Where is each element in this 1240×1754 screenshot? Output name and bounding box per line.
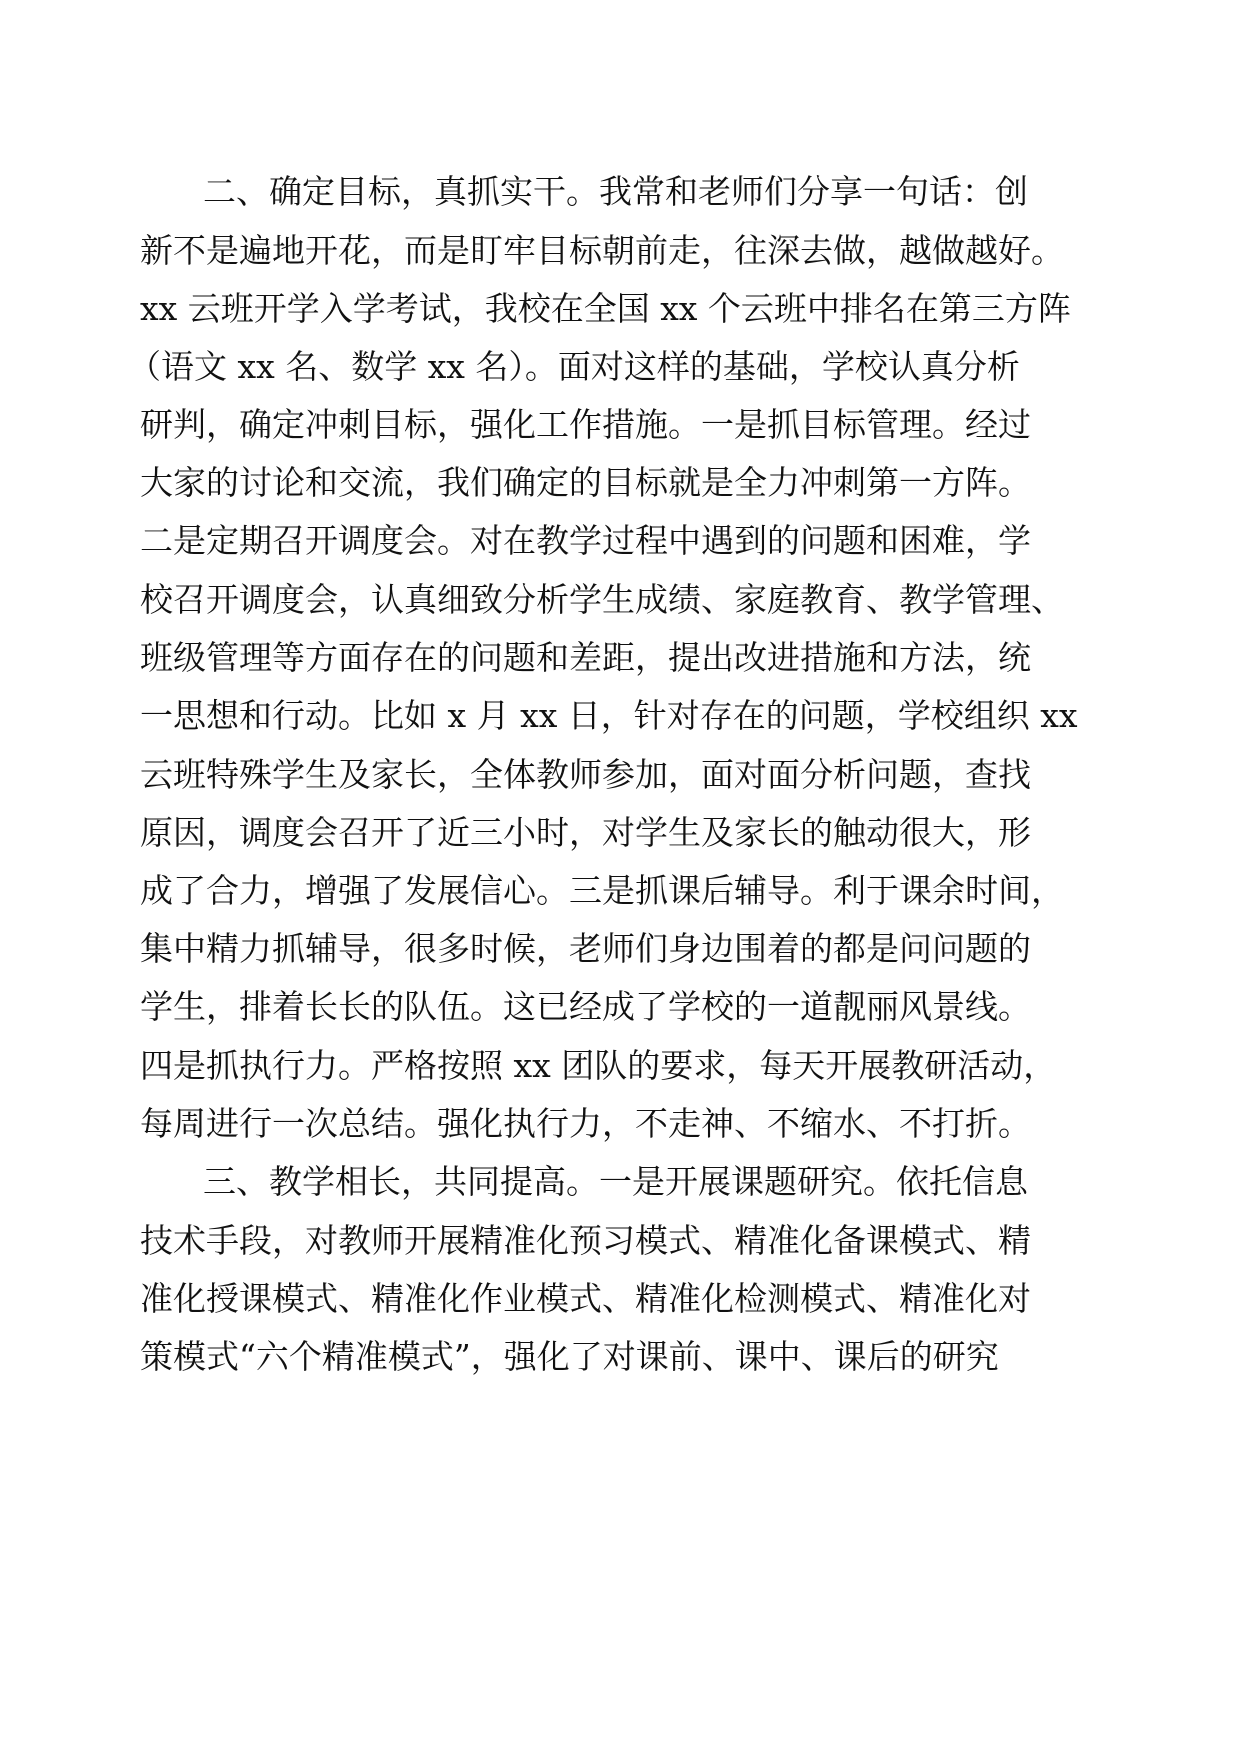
line-text: 一思想和行动。比如 x 月 xx 日，针对存在的问题，学校组织 xx bbox=[140, 696, 1078, 735]
text-line bbox=[0, 1094, 1240, 1154]
line-text: 原因，调度会召开了近三小时，对学生及家长的触动很大，形 bbox=[140, 813, 1031, 852]
text-line bbox=[0, 395, 1240, 455]
line-text: 新不是遍地开花，而是盯牢目标朝前走，往深去做，越做越好。 bbox=[140, 231, 1064, 270]
text-line bbox=[0, 919, 1240, 979]
line-text: 策模式“六个精准模式”，强化了对课前、课中、课后的研究 bbox=[140, 1337, 999, 1376]
text-line bbox=[0, 511, 1240, 571]
text-line bbox=[0, 162, 1240, 222]
text-line bbox=[0, 977, 1240, 1037]
text-line bbox=[0, 803, 1240, 863]
text-line bbox=[0, 1152, 1240, 1212]
text-line bbox=[0, 1269, 1240, 1329]
text-line bbox=[0, 221, 1240, 281]
text-line bbox=[0, 453, 1240, 513]
text-line bbox=[0, 279, 1240, 339]
line-text: 学生，排着长长的队伍。这已经成了学校的一道靓丽风景线。 bbox=[140, 987, 1031, 1026]
line-text: 二、确定目标，真抓实干。我常和老师们分享一句话：创 bbox=[203, 172, 1028, 211]
line-text: 二是定期召开调度会。对在教学过程中遇到的问题和困难，学 bbox=[140, 521, 1031, 560]
text-line bbox=[0, 686, 1240, 746]
line-text: 大家的讨论和交流，我们确定的目标就是全力冲刺第一方阵。 bbox=[140, 463, 1031, 502]
text-line bbox=[0, 628, 1240, 688]
line-text: （语文 xx 名、数学 xx 名）。面对这样的基础，学校认真分析 bbox=[128, 347, 1020, 386]
text-line bbox=[0, 1211, 1240, 1271]
line-text: 集中精力抓辅导，很多时候，老师们身边围着的都是问问题的 bbox=[140, 929, 1031, 968]
line-text: 技术手段，对教师开展精准化预习模式、精准化备课模式、精 bbox=[140, 1221, 1031, 1260]
line-text: 成了合力，增强了发展信心。三是抓课后辅导。利于课余时间， bbox=[140, 871, 1064, 910]
line-text: 云班特殊学生及家长，全体教师参加，面对面分析问题，查找 bbox=[140, 755, 1031, 794]
line-text: xx 云班开学入学考试，我校在全国 xx 个云班中排名在第三方阵 bbox=[140, 289, 1071, 328]
line-text: 三、教学相长，共同提高。一是开展课题研究。依托信息 bbox=[203, 1162, 1028, 1201]
line-text: 班级管理等方面存在的问题和差距，提出改进措施和方法，统 bbox=[140, 638, 1031, 677]
line-text: 校召开调度会，认真细致分析学生成绩、家庭教育、教学管理、 bbox=[140, 580, 1064, 619]
line-text: 每周进行一次总结。强化执行力，不走神、不缩水、不打折。 bbox=[140, 1104, 1031, 1143]
text-line bbox=[0, 1036, 1240, 1096]
text-line bbox=[0, 570, 1240, 630]
text-line bbox=[0, 745, 1240, 805]
text-line bbox=[0, 861, 1240, 921]
text-line bbox=[0, 337, 1240, 397]
line-text: 准化授课模式、精准化作业模式、精准化检测模式、精准化对 bbox=[140, 1279, 1031, 1318]
line-text: 四是抓执行力。严格按照 xx 团队的要求，每天开展教研活动， bbox=[140, 1046, 1057, 1085]
line-text: 研判，确定冲刺目标，强化工作措施。一是抓目标管理。经过 bbox=[140, 405, 1031, 444]
text-line bbox=[0, 1327, 1240, 1387]
